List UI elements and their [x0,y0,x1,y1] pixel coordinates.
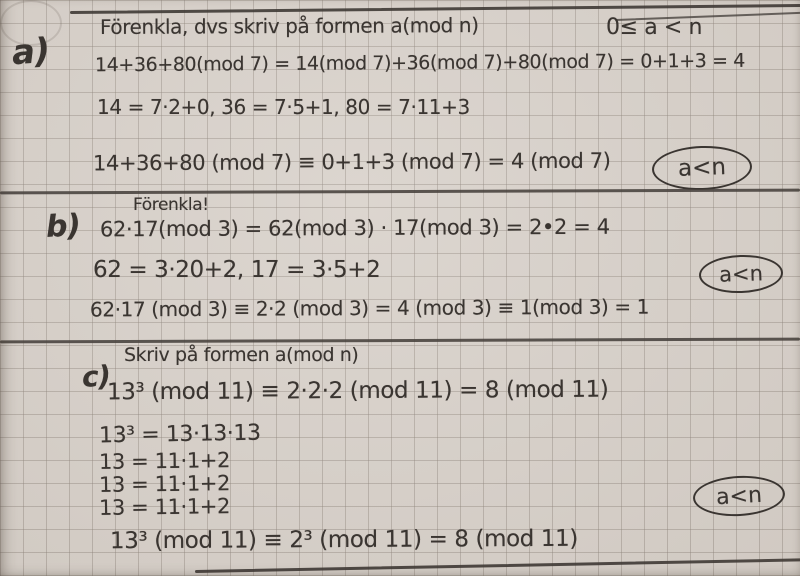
section-c-label: c) [81,359,112,394]
section-c-line-4: 13 = 11·1+2 [98,471,231,497]
section-divider-2 [0,338,800,344]
header-instruction: Förenkla, dvs skriv på formen a(mod n) [99,13,479,39]
range-condition: 0≤ a < n [606,15,703,40]
section-divider-1 [0,189,800,195]
section-c-line-6: 13³ (mod 11) ≡ 2³ (mod 11) = 8 (mod 11) [109,525,578,555]
section-b-line-3: 62·17 (mod 3) ≡ 2·2 (mod 3) = 4 (mod 3) ≡ 1(mod 3) = 1 [89,294,650,322]
section-a-label: a) [10,30,51,74]
section-a-line-1: 14+36+80(mod 7) = 14(mod 7)+36(mod 7)+80(mod 7) = 0+1+3 = 4 [94,49,745,77]
section-c-line-1: 13³ (mod 11) ≡ 2·2·2 (mod 11) = 8 (mod 11) [106,376,609,406]
section-a-line-2: 14 = 7·2+0, 36 = 7·5+1, 80 = 7·11+3 [97,95,470,119]
section-c-line-5: 13 = 11·1+2 [98,494,231,520]
section-a-line-3: 14+36+80 (mod 7) ≡ 0+1+3 (mod 7) = 4 (mod 7) [92,148,611,176]
section-b-subheading: Förenkla! [133,195,209,215]
section-c-line-3: 13 = 11·1+2 [98,448,231,474]
circled-condition-a: a<n [651,144,752,191]
section-c-subheading: Skriv på formen a(mod n) [124,344,359,366]
circled-condition-c: a<n [692,474,786,519]
circled-condition-b: a<n [698,254,783,295]
section-b-line-1: 62·17(mod 3) = 62(mod 3) · 17(mod 3) = 2•2 = 4 [99,214,610,242]
section-c-line-2: 13³ = 13·13·13 [98,420,261,449]
section-b-label: b) [45,208,82,245]
section-b-line-2: 62 = 3·20+2, 17 = 3·5+2 [93,257,381,283]
bottom-edge-line [195,558,800,573]
